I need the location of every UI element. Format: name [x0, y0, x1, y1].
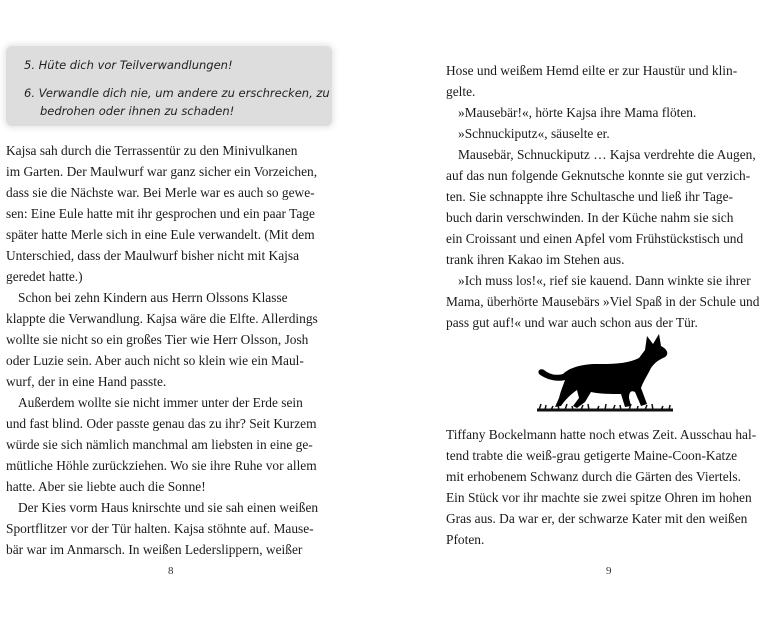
text-line: im Garten. Der Maulwurf war ganz sicher ein Vorzeichen,: [6, 164, 318, 179]
text-line: dass sie die Nächste war. Bei Merle war es auch so gewe-: [6, 185, 315, 200]
text-line: Tiffany Bockelmann hatte noch etwas Zeit. Ausschau hal-: [446, 427, 757, 442]
text-line: Außerdem wollte sie nicht immer unter der Erde sein: [18, 395, 303, 410]
text-line: Schon bei zehn Kindern aus Herrn Olssons Klasse: [18, 290, 288, 305]
text-line: pass gut auf!« und war auch schon aus der Tür.: [446, 315, 698, 330]
text-line: Kajsa sah durch die Terrassentür zu den Minivulkanen: [6, 143, 298, 158]
text-line: »Mausebär!«, hörte Kajsa ihre Mama flöten.: [458, 105, 697, 120]
text-line: hatte. Aber sie liebte auch die Sonne!: [6, 479, 206, 494]
text-line: Der Kies vorm Haus knirschte und sie sah einen weißen: [18, 500, 319, 515]
text-line: Mausebär, Schnuckiputz … Kajsa verdrehte die Augen,: [458, 147, 756, 162]
text-line: Gras aus. Da war er, der schwarze Kater mit den weißen: [446, 511, 748, 526]
rule-6-cont: bedrohen oder ihnen zu schaden!: [40, 104, 235, 118]
text-line: auf das nun folgende Geknutsche konnte sie gut verzich-: [446, 168, 751, 183]
text-line: mit erhobenem Schwanz durch die Gärten des Viertels.: [446, 469, 741, 484]
black-cat-illustration: [535, 328, 675, 414]
text-line: ein Croissant und einen Apfel vom Frühstückstisch und: [446, 231, 744, 246]
text-line: sen: Eine Eule hatte mit ihr gesprochen und ein paar Tage: [6, 206, 315, 221]
cat-silhouette: [538, 334, 667, 408]
text-line: Unterschied, dass der Maulwurf bisher nicht mit Kajsa: [6, 248, 300, 263]
text-line: Sportflitzer vor der Tür halten. Kajsa stöhnte auf. Mause-: [6, 521, 314, 536]
text-line: bär war im Anmarsch. In weißen Lederslippern, weißer: [6, 542, 303, 557]
text-line: trank ihren Kakao im Stehen aus.: [446, 252, 625, 267]
rules-box: [6, 46, 332, 126]
rule-6: 6. Verwandle dich nie, um andere zu erschrecken, zu: [24, 86, 330, 100]
text-line: gelte.: [446, 84, 476, 99]
rule-5: 5. Hüte dich vor Teilverwandlungen!: [24, 58, 233, 72]
text-line: Pfoten.: [446, 532, 485, 547]
text-line: später hatte Merle sich in eine Eule verwandelt. (Mit dem: [6, 227, 315, 242]
text-line: wurf, der in eine Hand passte.: [6, 374, 167, 389]
text-line: buch darin verschwinden. In der Küche nahm sie sich: [446, 210, 734, 225]
text-line: tend trabte die weiß-grau getigerte Maine-Coon-Katze: [446, 448, 738, 463]
text-line: mütliche Höhle zurückziehen. Wo sie ihre Ruhe vor allem: [6, 458, 317, 473]
text-line: geredet hatte.): [6, 269, 83, 284]
text-line: würde sie sich nämlich manchmal am liebsten in eine ge-: [6, 437, 313, 452]
text-line: ten. Sie schnappte ihre Schultasche und ließ ihr Tage-: [446, 189, 734, 204]
page-number: 8: [168, 565, 174, 577]
text-line: wollte sie nicht so ein großes Tier wie Herr Olsson, Josh: [6, 332, 309, 347]
text-line: Hose und weißem Hemd eilte er zur Haustür und klin-: [446, 63, 738, 78]
right-page: [387, 0, 774, 619]
text-line: »Ich muss los!«, rief sie kauend. Dann winkte sie ihrer: [458, 273, 751, 288]
text-line: oder Luzie sein. Aber auch nicht so klein wie ein Maul-: [6, 353, 304, 368]
text-line: Mama, überhörte Mausebärs »Viel Spaß in der Schule und: [446, 294, 760, 309]
text-line: klappte die Verwandlung. Kajsa wäre die Elfte. Allerdings: [6, 311, 318, 326]
page-number: 9: [606, 565, 612, 577]
text-line: »Schnuckiputz«, säuselte er.: [458, 126, 610, 141]
text-line: und fast blind. Oder passte genau das zu ihr? Seit Kurzem: [6, 416, 317, 431]
text-line: Ein Stück vor ihr machte sie zwei spitze Ohren im hohen: [446, 490, 752, 505]
